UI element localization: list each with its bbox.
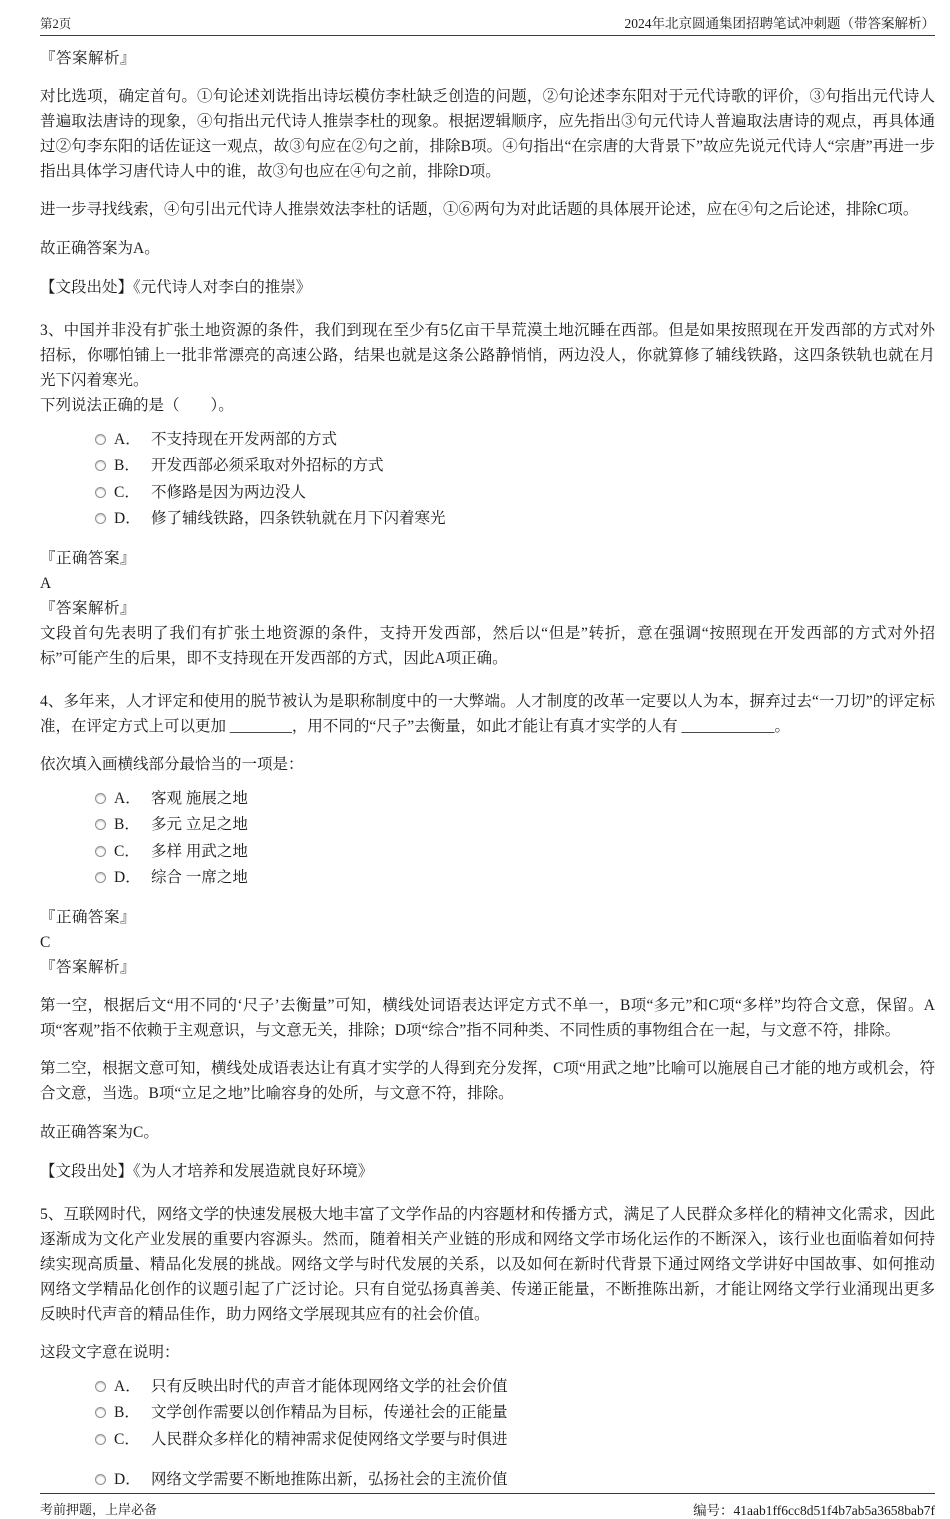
option-text: 修了辅线铁路，四条铁轨就在月下闪着寒光 bbox=[151, 510, 446, 528]
q4-analysis-label: 『答案解析』 bbox=[40, 959, 137, 976]
q5-option-d bbox=[95, 1467, 935, 1494]
q3-analysis: 文段首句先表明了我们有扩张土地资源的条件，支持开发西部，然后以“但是”转折，意在强调“按照现在开发西部的方式对外招标”可能产生的后果，即不支持现在开发西部的方式，因此A项正确。 bbox=[40, 625, 935, 667]
q4-analysis-paragraph-1: 第一空，根据后文“用不同的‘尺子’去衡量”可知，横线处词语表达评定方式不单一，B项“多元”和C项“多样”均符合文意，保留。A项“客观”指不依赖于主观意识，与文意无关，排除；D项“综合”指不同种类、不同性质的事物组合在一起，与文意不符，排除。 bbox=[40, 997, 935, 1039]
option-letter: A． bbox=[114, 789, 141, 807]
q4-option-a bbox=[95, 785, 935, 812]
radio-button[interactable] bbox=[95, 460, 106, 471]
q2-analysis-label: 『答案解析』 bbox=[40, 50, 137, 67]
option-letter: C． bbox=[114, 483, 140, 501]
option-text: 多元 立足之地 bbox=[151, 816, 248, 834]
q5-option-b bbox=[95, 1400, 935, 1427]
q4-analysis-paragraph-2: 第二空，根据文意可知，横线处成语表达让有真才实学的人得到充分发挥，C项“用武之地”比喻可以施展自己才能的地方或机会，符合文意，当选。B项“立足之地”比喻容身的处所，与文意不符，排除。 bbox=[40, 1060, 935, 1102]
q3-option-d bbox=[95, 506, 935, 533]
q3-options bbox=[95, 426, 935, 532]
q3-option-b bbox=[95, 453, 935, 480]
q3-analysis-label: 『答案解析』 bbox=[40, 600, 137, 617]
q4-stem: 4、多年来，人才评定和使用的脱节被认为是职称制度中的一大弊端。人才制度的改革一定要以人为本，摒弃过去“一刀切”的评定标准，在评定方式上可以更加 ________，用不同的“尺子”去衡量，如此才能让有真才实学的人有 ____________。 bbox=[40, 693, 935, 735]
footer-slogan: 考前押题，上岸必备 bbox=[40, 1502, 158, 1517]
option-letter: A． bbox=[114, 430, 141, 448]
q5-option-a bbox=[95, 1373, 935, 1400]
q5-stem: 5、互联网时代，网络文学的快速发展极大地丰富了文学作品的内容题材和传播方式，满足了人民群众多样化的精神文化需求，因此逐渐成为文化产业发展的重要内容源头。然而，随着相关产业链的形成和网络文学市场化运作的不断深入，该行业也面临着如何持续实现高质量、精品化发展的挑战。网络文学与时代发展的关系，以及如何在新时代背景下通过网络文学讲好中国故事、如何推动网络文学精品化创作的议题引起了广泛讨论。只有自觉弘扬真善美、传递正能量，不断推陈出新，才能让网络文学行业涌现出更多反映时代声音的精品佳作，助力网络文学展现其应有的社会价值。 bbox=[40, 1206, 935, 1323]
q3-correct-answer: A bbox=[40, 575, 52, 592]
q5-options bbox=[95, 1373, 935, 1493]
q5-option-c bbox=[95, 1426, 935, 1453]
q4-conclusion: 故正确答案为C。 bbox=[40, 1124, 159, 1141]
option-text: 人民群众多样化的精神需求促使网络文学要与时俱进 bbox=[151, 1430, 508, 1448]
radio-button[interactable] bbox=[95, 819, 106, 830]
q3-correct-label: 『正确答案』 bbox=[40, 550, 137, 567]
q4-option-d bbox=[95, 865, 935, 892]
q2-conclusion: 故正确答案为A。 bbox=[40, 240, 160, 257]
q4-question: 依次填入画横线部分最恰当的一项是： bbox=[40, 756, 304, 773]
q4-source: 【文段出处】《为人才培养和发展造就良好环境》 bbox=[40, 1163, 374, 1180]
q4-option-b bbox=[95, 812, 935, 839]
radio-button[interactable] bbox=[95, 1434, 106, 1445]
q2-analysis-paragraph-1: 对比选项，确定首句。①句论述刘诜指出诗坛模仿李杜缺乏创造的问题，②句论述李东阳对于元代诗歌的评价，③句指出元代诗人普遍取法唐诗的现象，④句指出元代诗人推崇李杜的现象。根据逻辑顺序，应先指出③句元代诗人普遍取法唐诗的观点，再具体通过②句李东阳的话佐证这一观点，故③句应在②句之前，排除B项。④句指出“在宗唐的大背景下”故应先说元代诗人“宗唐”再进一步指出具体学习唐代诗人中的谁，故③句也应在④句之前，排除D项。 bbox=[40, 88, 935, 180]
q5-question: 这段文字意在说明： bbox=[40, 1344, 180, 1361]
option-text: 多样 用武之地 bbox=[151, 842, 248, 860]
radio-button[interactable] bbox=[95, 513, 106, 524]
option-letter: D． bbox=[114, 869, 141, 887]
option-text: 开发西部必须采取对外招标的方式 bbox=[151, 457, 384, 475]
page-number: 第2页 bbox=[40, 17, 72, 31]
page-footer bbox=[40, 1493, 935, 1519]
option-letter: D． bbox=[114, 1471, 141, 1489]
q4-options bbox=[95, 785, 935, 891]
q4-correct-label: 『正确答案』 bbox=[40, 909, 137, 926]
q3-option-c bbox=[95, 479, 935, 506]
radio-button[interactable] bbox=[95, 793, 106, 804]
radio-button[interactable] bbox=[95, 434, 106, 445]
radio-button[interactable] bbox=[95, 1474, 106, 1485]
q3-question: 下列说法正确的是（ ）。 bbox=[40, 397, 234, 414]
option-text: 不支持现在开发两部的方式 bbox=[151, 430, 338, 448]
option-text: 综合 一席之地 bbox=[151, 869, 248, 887]
q2-analysis-paragraph-2: 进一步寻找线索，④句引出元代诗人推崇效法李杜的话题，①⑥两句为对此话题的具体展开论述，应在④句之后论述，排除C项。 bbox=[40, 201, 919, 218]
page-header bbox=[40, 12, 935, 36]
radio-button[interactable] bbox=[95, 846, 106, 857]
document-body bbox=[40, 36, 935, 1493]
option-letter: B． bbox=[114, 457, 140, 475]
option-text: 不修路是因为两边没人 bbox=[151, 483, 307, 501]
radio-button[interactable] bbox=[95, 487, 106, 498]
q3-stem: 3、中国并非没有扩张土地资源的条件，我们到现在至少有5亿亩干旱荒漠土地沉睡在西部。但是如果按照现在开发西部的方式对外招标，你哪怕铺上一批非常漂亮的高速公路，结果也就是这条公路静悄悄，两边没人，你就算修了辅线铁路，这四条铁轨也就在月光下闪着寒光。 bbox=[40, 322, 935, 389]
q4-option-c bbox=[95, 838, 935, 865]
radio-button[interactable] bbox=[95, 1407, 106, 1418]
document-title: 2024年北京圆通集团招聘笔试冲刺题（带答案解析） bbox=[624, 16, 935, 31]
option-text: 客观 施展之地 bbox=[151, 789, 248, 807]
option-text: 网络文学需要不断地推陈出新，弘扬社会的主流价值 bbox=[151, 1471, 508, 1489]
option-letter: D． bbox=[114, 510, 141, 528]
option-letter: B． bbox=[114, 1404, 140, 1422]
option-text: 只有反映出时代的声音才能体现网络文学的社会价值 bbox=[151, 1377, 508, 1395]
q2-source: 【文段出处】《元代诗人对李白的推崇》 bbox=[40, 279, 312, 296]
footer-serial-number: 编号：41aab1ff6cc8d51f4b7ab5a3658bab7f bbox=[693, 1503, 935, 1518]
option-letter: B． bbox=[114, 816, 140, 834]
q4-correct-answer: C bbox=[40, 934, 51, 951]
option-letter: C． bbox=[114, 842, 140, 860]
q3-option-a bbox=[95, 426, 935, 453]
radio-button[interactable] bbox=[95, 1381, 106, 1392]
option-letter: A． bbox=[114, 1377, 141, 1395]
option-letter: C． bbox=[114, 1430, 140, 1448]
radio-button[interactable] bbox=[95, 872, 106, 883]
option-text: 文学创作需要以创作精品为目标，传递社会的正能量 bbox=[151, 1404, 508, 1422]
